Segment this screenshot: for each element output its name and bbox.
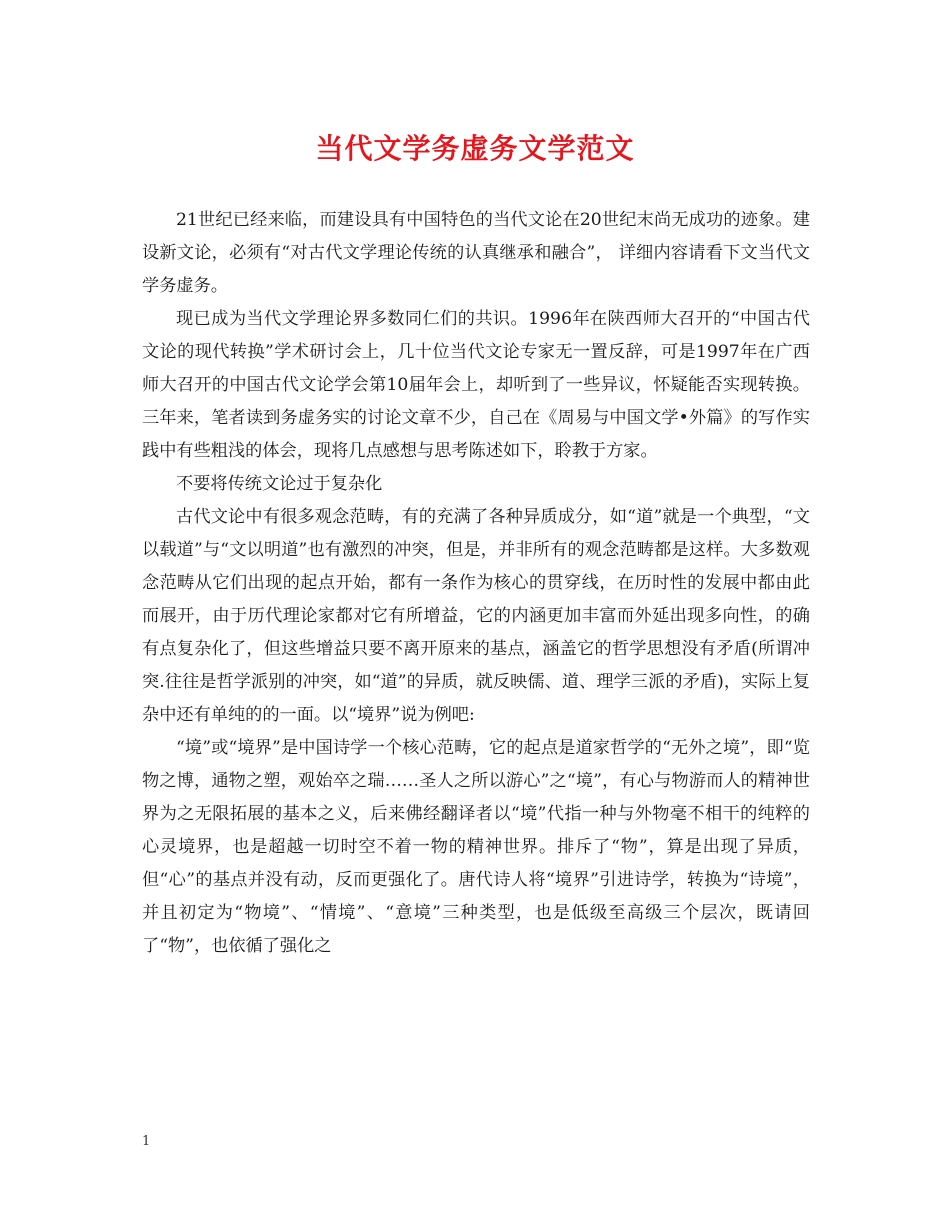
paragraph-intro: 21世纪已经来临，而建设具有中国特色的当代文论在20世纪末尚无成功的迹象。建设新文论，必须有“对古代文学理论传统的认真继承和融合”， 详细内容请看下文当代文学务虚务。 bbox=[142, 210, 810, 296]
page-number: 1 bbox=[142, 1134, 151, 1149]
paragraph-consensus: 现已成为当代文学理论界多数同仁们的共识。1996年在陕西师大召开的“中国古代文论的现代转换”学术研讨会上，几十位当代文论专家无一置反辞，可是1997年在广西师大召开的中国古代文论学会第10届年会上，却听到了一些异议，怀疑能否实现转换。三年来，笔者读到务虚务实的讨论文章不少，自己在《周易与中国文学•外篇》的写作实践中有些粗浅的体会，现将几点感想与思考陈述如下，聆教于方家。 bbox=[142, 309, 810, 461]
document-body bbox=[142, 204, 810, 963]
document-title: 当代文学务虚务文学范文 bbox=[315, 132, 635, 165]
section-heading: 不要将传统文论过于复杂化 bbox=[176, 474, 383, 494]
paragraph-concepts: 古代文论中有很多观念范畴，有的充满了各种异质成分，如“道”就是一个典型，“文以载道”与“文以明道”也有激烈的冲突，但是，并非所有的观念范畴都是这样。大多数观念范畴从它们出现的起点开始，都有一条作为核心的贯穿线，在历时性的发展中都由此而展开，由于历代理论家都对它有所增益，它的内涵更加丰富而外延出现多向性，的确有点复杂化了，但这些增益只要不离开原来的基点，涵盖它的哲学思想没有矛盾(所谓冲突.往往是哲学派别的冲突，如“道”的异质，就反映儒、道、理学三派的矛盾)，实际上复杂中还有单纯的的一面。以“境界”说为例吧: bbox=[142, 507, 810, 725]
paragraph-jingjie: “境”或“境界”是中国诗学一个核心范畴，它的起点是道家哲学的“无外之境”，即“览物之博，通物之塑，观始卒之瑞……圣人之所以游心”之“境”，有心与物游而人的精神世界为之无限拓展的基本之义，后来佛经翻译者以“境”代指一种与外物毫不相干的纯粹的心灵境界，也是超越一切时空不着一物的精神世界。排斥了“物”，算是出现了异质，但“心”的基点并没有动，反而更强化了。唐代诗人将“境界”引进诗学，转换为“诗境”，并且初定为“物境”、“情境”、“意境”三种类型，也是低级至高级三个层次，既请回了“物”，也依循了强化之 bbox=[142, 738, 810, 956]
